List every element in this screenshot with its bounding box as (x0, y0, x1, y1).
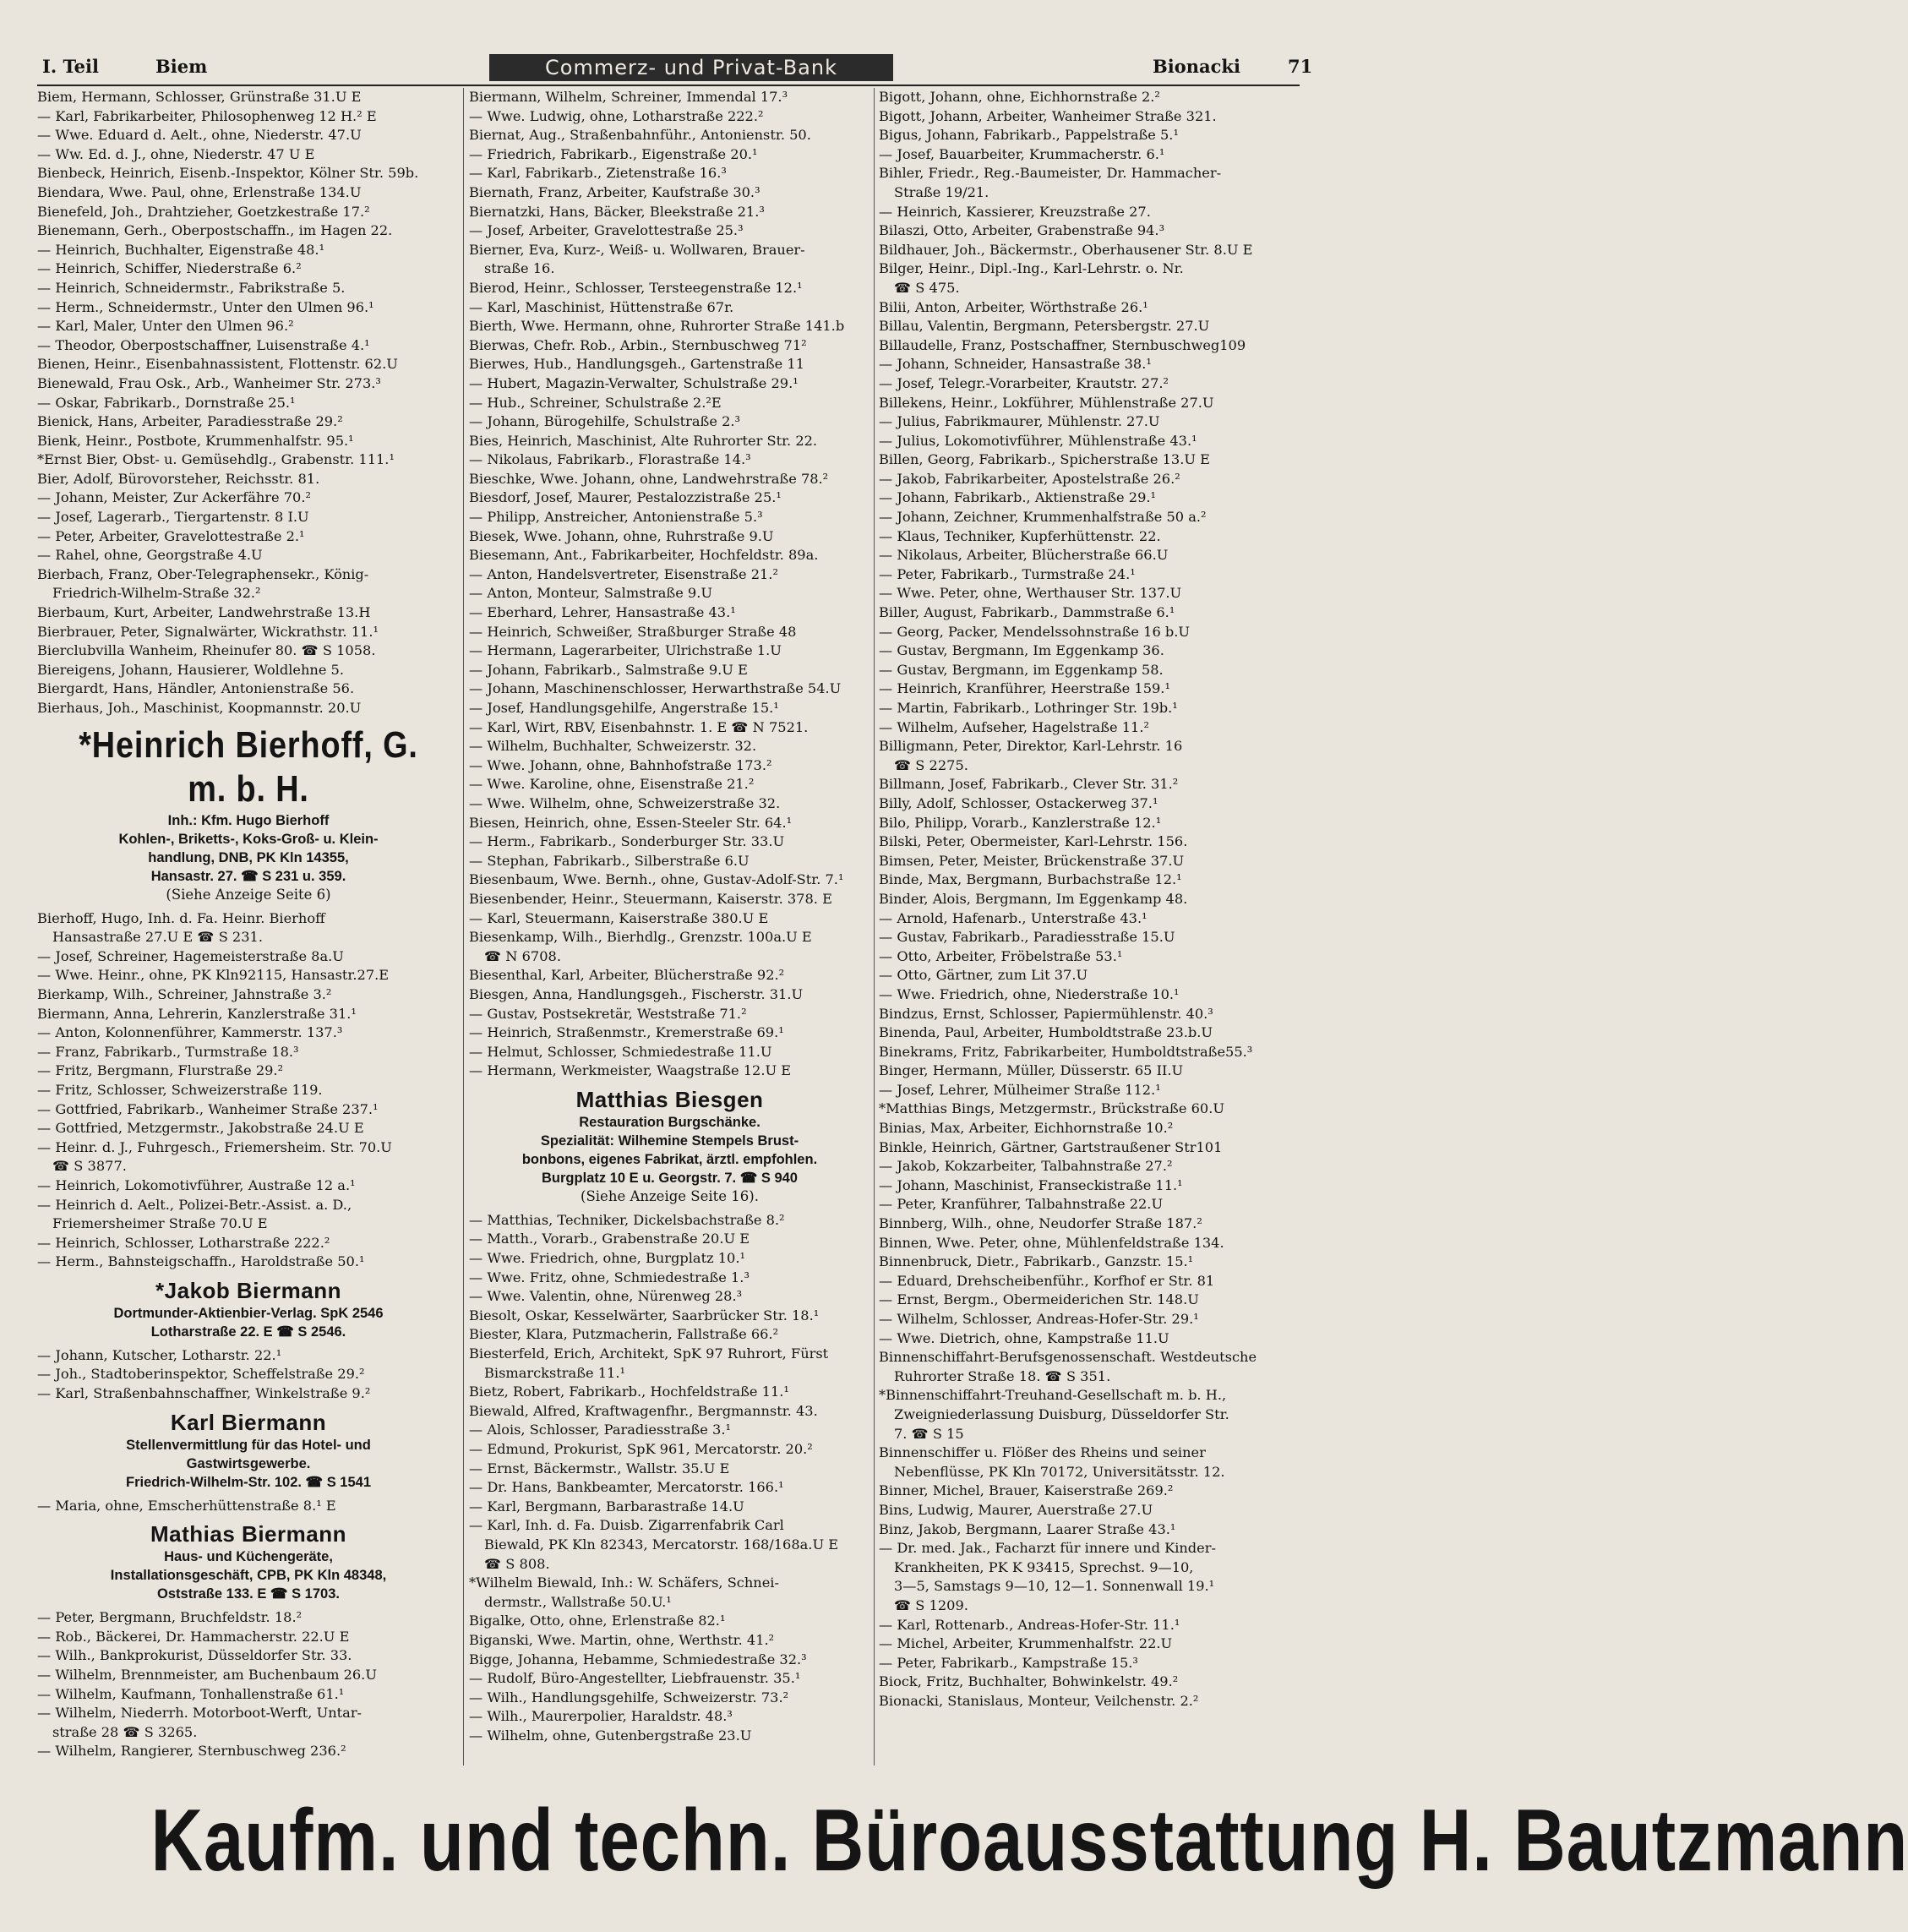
directory-entry: Binias, Max, Arbeiter, Eichhornstraße 10.² (879, 1120, 1174, 1137)
directory-entry: — Heinrich, Schweißer, Straßburger Straße 48 (469, 623, 797, 640)
directory-entry: *Binnenschiffahrt-Treuhand-Gesellschaft m. b. H., (879, 1387, 1227, 1404)
directory-entry: — Peter, Kranführer, Talbahnstraße 22.U (879, 1196, 1164, 1213)
advertisement-line: Haus- und Küchengeräte, (164, 1549, 333, 1565)
column-3 (879, 88, 1300, 1766)
directory-entry: Bier, Adolf, Bürovorsteher, Reichsstr. 81. (37, 470, 320, 487)
directory-entry: Bildhauer, Joh., Bäckermstr., Oberhausener Str. 8.U E (879, 241, 1253, 258)
directory-entry-continuation: Hansastraße 27.U E ☎ S 231. (52, 929, 263, 946)
directory-entry: Binder, Alois, Bergmann, Im Eggenkamp 48. (879, 890, 1188, 907)
running-head-left: Biem (155, 56, 208, 77)
directory-entry: — Fritz, Bergmann, Flurstraße 29.² (37, 1062, 284, 1079)
directory-entry: — Nikolaus, Fabrikarb., Florastraße 14.³ (469, 451, 751, 468)
directory-entry-continuation: straße 16. (484, 260, 555, 277)
advertisement-line: (Siehe Anzeige Seite 6) (166, 886, 331, 903)
directory-entry: Bigge, Johanna, Hebamme, Schmiedestraße 32.³ (469, 1651, 807, 1667)
header-rule (37, 85, 1300, 86)
advertisement-line: Dortmunder-Aktienbier-Verlag. SpK 2546 (113, 1305, 384, 1321)
directory-entry-continuation: ☎ S 3877. (52, 1158, 127, 1175)
directory-entry: Biesek, Wwe. Johann, ohne, Ruhrstraße 9.U (469, 527, 774, 544)
directory-entry: — Anton, Handelsvertreter, Eisenstraße 21.² (469, 565, 778, 582)
directory-entry: — Stephan, Fabrikarb., Silberstraße 6.U (469, 852, 750, 869)
directory-entry-continuation: dermstr., Wallstraße 50.U.¹ (484, 1593, 672, 1610)
directory-entry: — Fritz, Schlosser, Schweizerstraße 119. (37, 1081, 323, 1098)
directory-entry: Biesenbender, Heinr., Steuermann, Kaiserstr. 378. E (469, 890, 832, 907)
advertisement-block (37, 1515, 460, 1608)
directory-entry: Bilaszi, Otto, Arbeiter, Grabenstraße 94.³ (879, 222, 1165, 239)
directory-entry: — Martin, Fabrikarb., Lothringer Str. 19b.¹ (879, 700, 1178, 716)
directory-entry: Binekrams, Fritz, Fabrikarbeiter, Humboldtstraße55.³ (879, 1043, 1253, 1060)
advertisement-block (37, 1404, 460, 1497)
directory-entry: Bilii, Anton, Arbeiter, Wörthstraße 26.¹ (879, 298, 1148, 315)
directory-entry: — Josef, Lagerarb., Tiergartenstr. 8 I.U (37, 509, 309, 526)
part-label: I. Teil (42, 56, 99, 77)
directory-entry: — Anton, Monteur, Salmstraße 9.U (469, 585, 713, 602)
directory-entry: Bienk, Heinr., Postbote, Krummenhalfstr. 95.¹ (37, 432, 354, 449)
directory-entry: — Johann, Schneider, Hansastraße 38.¹ (879, 356, 1152, 373)
directory-entry: — Julius, Lokomotivführer, Mühlenstraße 43.¹ (879, 432, 1197, 449)
directory-entry: Bimsen, Peter, Meister, Brückenstraße 37.U (879, 852, 1185, 869)
directory-entry: Biergardt, Hans, Händler, Antonienstraße 56. (37, 680, 355, 697)
directory-entry: Binnenbruck, Dietr., Fabrikarb., Ganzstr. 15.¹ (879, 1253, 1194, 1270)
directory-entry: — Wwe. Wilhelm, ohne, Schweizerstraße 32. (469, 794, 781, 811)
directory-entry: — Heinr. d. J., Fuhrgesch., Friemersheim. Str. 70.U (37, 1138, 392, 1155)
directory-entry: Biernat, Aug., Straßenbahnführ., Antonienstr. 50. (469, 127, 811, 144)
directory-entry: — Anton, Kolonnenführer, Kammerstr. 137.³ (37, 1024, 343, 1041)
advertisement-title: Mathias Biermann (150, 1521, 346, 1547)
directory-entry: — Peter, Fabrikarb., Kampstraße 15.³ (879, 1654, 1138, 1671)
directory-entry: — Arnold, Hafenarb., Unterstraße 43.¹ (879, 909, 1148, 926)
directory-entry: — Johann, Fabrikarb., Salmstraße 9.U E (469, 661, 748, 678)
directory-entry-continuation: Zweigniederlassung Duisburg, Düsseldorfer Str. (894, 1405, 1229, 1422)
running-head-right: Bionacki (1153, 56, 1240, 77)
directory-entry: — Gottfried, Fabrikarb., Wanheimer Straße 237.¹ (37, 1100, 379, 1117)
directory-entry: Biermann, Anna, Lehrerin, Kanzlerstraße 31.¹ (37, 1005, 357, 1022)
directory-entry: Biesen, Heinrich, ohne, Essen-Steeler Str. 64.¹ (469, 814, 793, 831)
directory-entry: — Herm., Bahnsteigschaffn., Haroldstraße 50.¹ (37, 1253, 365, 1270)
directory-entry: Billekens, Heinr., Lokführer, Mühlenstraße 27.U (879, 394, 1214, 411)
directory-entry: — Ernst, Bergm., Obermeiderichen Str. 148.U (879, 1291, 1199, 1308)
directory-entry: Bierhaus, Joh., Maschinist, Koopmannstr. 20.U (37, 700, 362, 716)
directory-entry: — Heinrich, Schneidermstr., Fabrikstraße 5. (37, 279, 346, 296)
directory-entry: Biesemann, Ant., Fabrikarbeiter, Hochfeldstr. 89a. (469, 547, 819, 564)
directory-entry: Binkle, Heinrich, Gärtner, Gartstraußener Str101 (879, 1138, 1223, 1155)
directory-entry: — Wwe. Eduard d. Aelt., ohne, Niederstr. 47.U (37, 127, 362, 144)
directory-entry: Bilski, Peter, Obermeister, Karl-Lehrstr. 156. (879, 833, 1188, 850)
directory-entry: — Gustav, Bergmann, Im Eggenkamp 36. (879, 642, 1164, 659)
advertisement-block (37, 718, 460, 909)
directory-entry: — Eduard, Drehscheibenführ., Korfhof er Str. 81 (879, 1272, 1215, 1289)
directory-entry: Bierth, Wwe. Hermann, ohne, Ruhrorter Straße 141.b (469, 318, 845, 335)
directory-entry: — Michel, Arbeiter, Krummenhalfstr. 22.U (879, 1635, 1173, 1652)
directory-entry: — Peter, Bergmann, Bruchfeldstr. 18.² (37, 1609, 303, 1626)
directory-entry: Bierbrauer, Peter, Signalwärter, Wickrathstr. 11.¹ (37, 623, 379, 640)
directory-entry: Bionacki, Stanislaus, Monteur, Veilchenstr. 2.² (879, 1692, 1199, 1709)
directory-entry-continuation: Krankheiten, PK K 93415, Sprechst. 9—10, (894, 1558, 1194, 1575)
directory-entry: — Wwe. Fritz, ohne, Schmiedestraße 1.³ (469, 1269, 750, 1285)
directory-entry: — Wwe. Peter, ohne, Werthauser Str. 137.U (879, 585, 1182, 602)
directory-entry: — Ernst, Bäckermstr., Wallstr. 35.U E (469, 1460, 730, 1476)
directory-entry: Biock, Fritz, Buchhalter, Bohwinkelstr. 49.² (879, 1673, 1179, 1690)
directory-entry: — Wwe. Heinr., ohne, PK Kln92115, Hansastr.27.E (37, 967, 390, 984)
directory-entry: — Josef, Lehrer, Mülheimer Straße 112.¹ (879, 1081, 1161, 1098)
directory-entry: — Dr. med. Jak., Facharzt für innere und Kinder- (879, 1540, 1216, 1557)
directory-entry: Billy, Adolf, Schlosser, Ostackerweg 37.¹ (879, 794, 1158, 811)
directory-entry: — Philipp, Anstreicher, Antonienstraße 5.³ (469, 509, 763, 526)
directory-entry: — Josef, Schreiner, Hagemeisterstraße 8a.U (37, 947, 344, 964)
directory-entry: — Wwe. Johann, ohne, Bahnhofstraße 173.² (469, 756, 772, 773)
directory-entry: — Dr. Hans, Bankbeamter, Mercatorstr. 166.¹ (469, 1479, 784, 1496)
directory-entry: Binenda, Paul, Arbeiter, Humboldtstraße 23.b.U (879, 1024, 1213, 1041)
directory-entry: Biesenkamp, Wilh., Bierhdlg., Grenzstr. 100a.U E (469, 929, 812, 946)
directory-entry: Biesolt, Oskar, Kesselwärter, Saarbrücker Str. 18.¹ (469, 1307, 820, 1323)
directory-entry: Billigmann, Peter, Direktor, Karl-Lehrstr. 16 (879, 738, 1183, 755)
directory-entry: Bigus, Johann, Fabrikarb., Pappelstraße 5.¹ (879, 127, 1179, 144)
advertisement-line: Oststraße 133. E ☎ S 1703. (157, 1586, 340, 1602)
advertisement-title: Matthias Biesgen (575, 1086, 764, 1112)
advertisement-line: handlung, DNB, PK Kln 14355, (148, 849, 349, 865)
directory-entry: Binnenschiffahrt-Berufsgenossenschaft. Westdeutsche (879, 1349, 1257, 1366)
directory-entry: — Karl, Rottenarb., Andreas-Hofer-Str. 11.¹ (879, 1616, 1180, 1633)
directory-entry: Binner, Michel, Brauer, Kaiserstraße 269.² (879, 1482, 1174, 1499)
directory-entry: — Johann, Maschinist, Franseckistraße 11.¹ (879, 1176, 1183, 1193)
directory-entry: Bierbach, Franz, Ober-Telegraphensekr., König- (37, 565, 369, 582)
page-header (37, 54, 1313, 83)
directory-entry: Bindzus, Ernst, Schlosser, Papiermühlenstr. 40.³ (879, 1005, 1213, 1022)
directory-entry: — Karl, Steuermann, Kaiserstraße 380.U E (469, 909, 769, 926)
directory-entry: Binger, Hermann, Müller, Düsserstr. 65 II.U (879, 1062, 1184, 1079)
directory-entry: — Theodor, Oberpostschaffner, Luisenstraße 4.¹ (37, 336, 370, 353)
directory-entry: — Heinrich, Lokomotivführer, Austraße 12 a.¹ (37, 1176, 356, 1193)
advertisement-title: *Jakob Biermann (155, 1277, 341, 1303)
directory-entry: Biganski, Wwe. Martin, ohne, Werthstr. 41.² (469, 1631, 775, 1648)
directory-entry: — Hermann, Lagerarbeiter, Ulrichstraße 1.U (469, 642, 782, 659)
advertisement-line: bonbons, eigenes Fabrikat, ärztl. empfohlen. (521, 1151, 818, 1167)
page-number: 71 (1288, 56, 1313, 77)
directory-entry: Biernath, Franz, Arbeiter, Kaufstraße 30.³ (469, 183, 760, 200)
directory-entry: — Wilh., Maurerpolier, Haraldstr. 48.³ (469, 1708, 733, 1725)
directory-entry: — Peter, Fabrikarb., Turmstraße 24.¹ (879, 565, 1136, 582)
directory-entry: Biesgen, Anna, Handlungsgeh., Fischerstr. 31.U (469, 985, 804, 1002)
advertisement-line: Hansastr. 27. ☎ S 231 u. 359. (150, 868, 346, 884)
directory-entry: — Edmund, Prokurist, SpK 961, Mercatorstr. 20.² (469, 1441, 813, 1457)
directory-entry: Bierhoff, Hugo, Inh. d. Fa. Heinr. Bierhoff (37, 909, 325, 926)
directory-entry: Biem, Hermann, Schlosser, Grünstraße 31.U E (37, 89, 362, 105)
directory-entry: — Helmut, Schlosser, Schmiedestraße 11.U (469, 1043, 772, 1060)
directory-entry: Bienefeld, Joh., Drahtzieher, Goetzkestraße 17.² (37, 203, 370, 220)
directory-entry: — Ww. Ed. d. J., ohne, Niederstr. 47 U E (37, 145, 315, 162)
directory-entry: — Josef, Bauarbeiter, Krummacherstr. 6.¹ (879, 145, 1165, 162)
directory-entry: — Franz, Fabrikarb., Turmstraße 18.³ (37, 1043, 299, 1060)
directory-entry: — Rahel, ohne, Georgstraße 4.U (37, 547, 263, 564)
advertisement-line: Spezialität: Wilhemine Stempels Brust- (540, 1132, 799, 1149)
directory-entry: — Friedrich, Fabrikarb., Eigenstraße 20.¹ (469, 145, 758, 162)
directory-entry: — Wilhelm, Schlosser, Andreas-Hofer-Str. 29.¹ (879, 1311, 1199, 1327)
directory-entry: — Matthias, Techniker, Dickelsbachstraße 8.² (469, 1211, 785, 1228)
directory-entry: — Gottfried, Metzgermstr., Jakobstraße 24.U E (37, 1120, 364, 1137)
directory-entry: — Karl, Straßenbahnschaffner, Winkelstraße 9.² (37, 1385, 371, 1402)
directory-entry-continuation: Bismarckstraße 11.¹ (484, 1364, 625, 1381)
directory-entry: — Wwe. Ludwig, ohne, Lotharstraße 222.² (469, 107, 764, 124)
directory-entry-continuation: ☎ S 475. (894, 279, 960, 296)
advertisement-line: Restauration Burgschänke. (579, 1114, 760, 1130)
directory-entry-continuation: Biewald, PK Kln 82343, Mercatorstr. 168/168a.U E (484, 1536, 839, 1553)
directory-entry: — Johann, Maschinenschlosser, Herwarthstraße 54.U (469, 680, 842, 697)
column-divider (463, 88, 464, 1766)
footer-advertisement: Kaufm. und techn. Büroausstattung H. Bautzmann (150, 1792, 1908, 1890)
directory-entry: Billau, Valentin, Bergmann, Petersbergstr. 27.U (879, 318, 1210, 335)
directory-entry: — Wwe. Friedrich, ohne, Niederstraße 10.¹ (879, 985, 1180, 1002)
advertisement-title: Karl Biermann (170, 1409, 327, 1435)
directory-entry: — Karl, Fabrikarbeiter, Philosophenweg 12 H.² E (37, 107, 377, 124)
directory-entry: Bierbaum, Kurt, Arbeiter, Landwehrstraße 13.H (37, 604, 371, 621)
bank-banner: Commerz- und Privat-Bank (489, 54, 893, 81)
directory-entry: Bienemann, Gerh., Oberpostschaffn., im Hagen 22. (37, 222, 393, 239)
directory-entry: — Wwe. Karoline, ohne, Eisenstraße 21.² (469, 776, 755, 793)
directory-entry: — Herm., Schneidermstr., Unter den Ulmen 96.¹ (37, 298, 374, 315)
directory-entry: — Karl, Inh. d. Fa. Duisb. Zigarrenfabrik Carl (469, 1517, 784, 1534)
directory-entry: Biesterfeld, Erich, Architekt, SpK 97 Ruhrort, Fürst (469, 1345, 829, 1362)
advertisement-line: Lotharstraße 22. E ☎ S 2546. (150, 1323, 346, 1340)
column-divider (874, 88, 875, 1766)
advertisement-line: Kohlen-, Briketts-, Koks-Groß- u. Klein- (118, 831, 379, 847)
directory-entry: — Wilhelm, Kaufmann, Tonhallenstraße 61.¹ (37, 1685, 345, 1702)
directory-entry: — Johann, Meister, Zur Ackerfähre 70.² (37, 489, 311, 506)
directory-entry: — Hermann, Werkmeister, Waagstraße 12.U E (469, 1062, 792, 1079)
directory-entry: — Heinrich d. Aelt., Polizei-Betr.-Assist. a. D., (37, 1196, 352, 1213)
directory-entry: — Karl, Fabrikarb., Zietenstraße 16.³ (469, 165, 727, 182)
directory-entry: Bigott, Johann, ohne, Eichhornstraße 2.² (879, 89, 1160, 105)
directory-entry: — Wilhelm, Rangierer, Sternbuschweg 236.² (37, 1743, 346, 1760)
directory-entry: Binnenschiffer u. Flößer des Rheins und seiner (879, 1444, 1206, 1461)
directory-entry: — Josef, Handlungsgehilfe, Angerstraße 15.¹ (469, 700, 779, 716)
directory-entry: — Rob., Bäckerei, Dr. Hammacherstr. 22.U E (37, 1628, 350, 1645)
directory-entry: — Wwe. Friedrich, ohne, Burgplatz 10.¹ (469, 1250, 745, 1267)
directory-entry: Bigott, Johann, Arbeiter, Wanheimer Straße 321. (879, 107, 1217, 124)
directory-entry: Biller, August, Fabrikarb., Dammstraße 6.¹ (879, 604, 1175, 621)
directory-entry: Biewald, Alfred, Kraftwagenfhr., Bergmannstr. 43. (469, 1402, 818, 1419)
directory-entry: — Karl, Maschinist, Hüttenstraße 67r. (469, 298, 734, 315)
directory-entry: Bins, Ludwig, Maurer, Auerstraße 27.U (879, 1501, 1153, 1518)
directory-entry: — Heinrich, Kassierer, Kreuzstraße 27. (879, 203, 1151, 220)
directory-entry: — Klaus, Techniker, Kupferhüttenstr. 22. (879, 527, 1161, 544)
directory-entry: — Heinrich, Straßenmstr., Kremerstraße 69.¹ (469, 1024, 784, 1041)
directory-entry: Biester, Klara, Putzmacherin, Fallstraße 66.² (469, 1326, 779, 1343)
directory-entry-continuation: Straße 19/21. (894, 183, 989, 200)
directory-entry: — Heinrich, Buchhalter, Eigenstraße 48.¹ (37, 241, 325, 258)
directory-entry: — Eberhard, Lehrer, Hansastraße 43.¹ (469, 604, 736, 621)
directory-entry: Billaudelle, Franz, Postschaffner, Sternbuschweg109 (879, 336, 1246, 353)
directory-entry: — Heinrich, Kranführer, Heerstraße 159.¹ (879, 680, 1170, 697)
directory-entry: Binnen, Wwe. Peter, ohne, Mühlenfeldstraße 134. (879, 1234, 1224, 1251)
directory-entry: — Heinrich, Schlosser, Lotharstraße 222.² (37, 1234, 330, 1251)
directory-entry: — Otto, Arbeiter, Fröbelstraße 53.¹ (879, 947, 1123, 964)
directory-entry: — Josef, Telegr.-Vorarbeiter, Krautstr. 27.² (879, 374, 1169, 391)
directory-entry: — Otto, Gärtner, zum Lit 37.U (879, 967, 1088, 984)
directory-entry: — Wwe. Valentin, ohne, Nürenweg 28.³ (469, 1288, 743, 1305)
directory-entry-continuation: Ruhrorter Straße 18. ☎ S 351. (894, 1367, 1111, 1384)
column-2 (469, 88, 870, 1766)
advertisement-line: Installationsgeschäft, CPB, PK Kln 48348, (110, 1568, 387, 1584)
directory-entry: Bienick, Hans, Arbeiter, Paradiesstraße 29.² (37, 413, 343, 430)
directory-entry: — Karl, Maler, Unter den Ulmen 96.² (37, 318, 294, 335)
directory-entry: Bies, Heinrich, Maschinist, Alte Ruhrorter Str. 22. (469, 432, 818, 449)
directory-entry: Biesenthal, Karl, Arbeiter, Blücherstraße 92.² (469, 967, 785, 984)
directory-entry: — Alois, Schlosser, Paradiesstraße 3.¹ (469, 1422, 731, 1438)
directory-entry: Billen, Georg, Fabrikarb., Spicherstraße 13.U E (879, 451, 1210, 468)
directory-entry: Bilger, Heinr., Dipl.-Ing., Karl-Lehrstr. o. Nr. (879, 260, 1184, 277)
directory-entry: — Wilhelm, ohne, Gutenbergstraße 23.U (469, 1727, 752, 1744)
directory-entry: Biendara, Wwe. Paul, ohne, Erlenstraße 134.U (37, 183, 362, 200)
directory-entry: — Karl, Wirt, RBV, Eisenbahnstr. 1. E ☎ N 7521. (469, 718, 809, 735)
directory-entry: — Gustav, Fabrikarb., Paradiesstraße 15.U (879, 929, 1175, 946)
directory-entry: — Johann, Bürogehilfe, Schulstraße 2.³ (469, 413, 741, 430)
directory-entry: — Wilh., Handlungsgehilfe, Schweizerstr. 73.² (469, 1689, 789, 1706)
directory-entry: — Herm., Fabrikarb., Sonderburger Str. 33.U (469, 833, 785, 850)
directory-entry-continuation: Nebenflüsse, PK Kln 70172, Universitätsstr. 12. (894, 1463, 1225, 1480)
directory-entry: — Gustav, Postsekretär, Weststraße 71.² (469, 1005, 747, 1022)
advertisement-block (469, 1081, 870, 1211)
directory-entry: — Wilhelm, Aufseher, Hagelstraße 11.² (879, 718, 1149, 735)
directory-entry: — Jakob, Fabrikarbeiter, Apostelstraße 26.² (879, 470, 1180, 487)
directory-entry: — Maria, ohne, Emscherhüttenstraße 8.¹ E (37, 1497, 336, 1514)
directory-entry-continuation: ☎ N 6708. (484, 947, 561, 964)
advertisement-line: Inh.: Kfm. Hugo Bierhoff (167, 812, 330, 828)
advertisement-line: Gastwirtsgewerbe. (186, 1455, 311, 1471)
directory-entry: — Hub., Schreiner, Schulstraße 2.²E (469, 394, 722, 411)
advertisement-line: Stellenvermittlung für das Hotel- und (126, 1437, 371, 1453)
directory-entry: Bietz, Robert, Fabrikarb., Hochfeldstraße 11.¹ (469, 1384, 789, 1400)
directory-entry: Bienbeck, Heinrich, Eisenb.-Inspektor, Kölner Str. 59b. (37, 165, 419, 182)
directory-entry: Bilo, Philipp, Vorarb., Kanzlerstraße 12.¹ (879, 814, 1162, 831)
directory-entry: Bienen, Heinr., Eisenbahnassistent, Flottenstr. 62.U (37, 356, 398, 373)
directory-entry: *Wilhelm Biewald, Inh.: W. Schäfers, Schnei- (469, 1575, 779, 1591)
directory-entry: — Johann, Zeichner, Krummenhalfstraße 50 a.² (879, 509, 1207, 526)
directory-entry: — Georg, Packer, Mendelssohnstraße 16 b.U (879, 623, 1191, 640)
directory-entry: — Johann, Fabrikarb., Aktienstraße 29.¹ (879, 489, 1157, 506)
directory-entry: Bierclubvilla Wanheim, Rheinufer 80. ☎ S 1058. (37, 642, 376, 659)
advertisement-line: (Siehe Anzeige Seite 16). (581, 1187, 759, 1204)
directory-entry-continuation: ☎ S 2275. (894, 756, 968, 773)
directory-entry: — Wilhelm, Brennmeister, am Buchenbaum 26.U (37, 1667, 377, 1684)
directory-entry: — Wilh., Bankprokurist, Düsseldorfer Str. 33. (37, 1647, 352, 1664)
directory-entry: — Jakob, Kokzarbeiter, Talbahnstraße 27.² (879, 1158, 1173, 1175)
directory-entry: *Matthias Bings, Metzgermstr., Brückstraße 60.U (879, 1100, 1224, 1117)
directory-entry: — Wilhelm, Buchhalter, Schweizerstr. 32. (469, 738, 757, 755)
directory-entry: Binde, Max, Bergmann, Burbachstraße 12.¹ (879, 871, 1182, 888)
directory-entry: Biereigens, Johann, Hausierer, Woldlehne 5. (37, 661, 344, 678)
directory-entry: Biesdorf, Josef, Maurer, Pestalozzistraße 25.¹ (469, 489, 782, 506)
directory-entry: Bihler, Friedr., Reg.-Baumeister, Dr. Hammacher- (879, 165, 1222, 182)
directory-entry: — Matth., Vorarb., Grabenstraße 20.U E (469, 1231, 750, 1247)
directory-entry: Binnberg, Wilh., ohne, Neudorfer Straße 187.² (879, 1215, 1202, 1232)
directory-entry: — Josef, Arbeiter, Gravelottestraße 25.³ (469, 222, 744, 239)
directory-entry: — Wilhelm, Niederrh. Motorboot-Werft, Untar- (37, 1705, 363, 1722)
directory-entry: — Oskar, Fabrikarb., Dornstraße 25.¹ (37, 394, 296, 411)
column-1 (37, 88, 460, 1766)
directory-entry-continuation: Friemersheimer Straße 70.U E (52, 1215, 268, 1232)
advertisement-title: *Heinrich Bierhoff, G. m. b. H. (79, 723, 418, 810)
directory-entry: Biernatzki, Hans, Bäcker, Bleekstraße 21.³ (469, 203, 765, 220)
directory-entry: — Peter, Arbeiter, Gravelottestraße 2.¹ (37, 527, 305, 544)
directory-entry: — Joh., Stadtoberinspektor, Scheffelstraße 29.² (37, 1366, 365, 1383)
directory-entry-continuation: ☎ S 1209. (894, 1596, 968, 1613)
directory-entry: — Johann, Kutscher, Lotharstr. 22.¹ (37, 1346, 282, 1363)
directory-entry: Biesenbaum, Wwe. Bernh., ohne, Gustav-Adolf-Str. 7.¹ (469, 871, 844, 888)
directory-entry: — Hubert, Magazin-Verwalter, Schulstraße 29.¹ (469, 374, 799, 391)
directory-entry: Bierwes, Hub., Handlungsgeh., Gartenstraße 11 (469, 356, 804, 373)
directory-entry: Biermann, Wilhelm, Schreiner, Immendal 17.³ (469, 89, 788, 105)
directory-entry: Billmann, Josef, Fabrikarb., Clever Str. 31.² (879, 776, 1179, 793)
directory-entry-continuation: ☎ S 808. (484, 1555, 550, 1572)
directory-entry-continuation: 3—5, Samstags 9—10, 12—1. Sonnenwall 19.¹ (894, 1578, 1215, 1595)
directory-entry: *Ernst Bier, Obst- u. Gemüsehdlg., Grabenstr. 111.¹ (37, 451, 395, 468)
directory-entry-continuation: straße 28 ☎ S 3265. (52, 1723, 198, 1740)
directory-entry: Bieschke, Wwe. Johann, ohne, Landwehrstraße 78.² (469, 470, 829, 487)
directory-entry: Bierod, Heinr., Schlosser, Tersteegenstraße 12.¹ (469, 279, 803, 296)
directory-entry-continuation: 7. ☎ S 15 (894, 1425, 964, 1442)
directory-entry: — Wwe. Dietrich, ohne, Kampstraße 11.U (879, 1329, 1169, 1346)
directory-entry: — Gustav, Bergmann, im Eggenkamp 58. (879, 661, 1164, 678)
directory-entry: Bierwas, Chefr. Rob., Arbin., Sternbuschweg 71² (469, 336, 807, 353)
directory-entry: — Nikolaus, Arbeiter, Blücherstraße 66.U (879, 547, 1169, 564)
directory-entry: — Heinrich, Schiffer, Niederstraße 6.² (37, 260, 302, 277)
advertisement-line: Friedrich-Wilhelm-Str. 102. ☎ S 1541 (125, 1474, 371, 1490)
directory-entry: Bierner, Eva, Kurz-, Weiß- u. Wollwaren, Brauer- (469, 241, 805, 258)
advertisement-line: Burgplatz 10 E u. Georgstr. 7. ☎ S 940 (542, 1170, 798, 1186)
directory-entry: Bigalke, Otto, ohne, Erlenstraße 82.¹ (469, 1613, 726, 1629)
directory-entry: Bierkamp, Wilh., Schreiner, Jahnstraße 3.² (37, 985, 332, 1002)
directory-entry: Bienewald, Frau Osk., Arb., Wanheimer Str. 273.³ (37, 374, 381, 391)
directory-entry: — Julius, Fabrikmaurer, Mühlenstr. 27.U (879, 413, 1160, 430)
advertisement-block (37, 1272, 460, 1346)
directory-entry: — Karl, Bergmann, Barbarastraße 14.U (469, 1498, 744, 1514)
directory-entry: Binz, Jakob, Bergmann, Laarer Straße 43.¹ (879, 1520, 1176, 1537)
directory-entry-continuation: Friedrich-Wilhelm-Straße 32.² (52, 585, 261, 602)
directory-entry: — Rudolf, Büro-Angestellter, Liebfrauenstr. 35.¹ (469, 1670, 801, 1687)
